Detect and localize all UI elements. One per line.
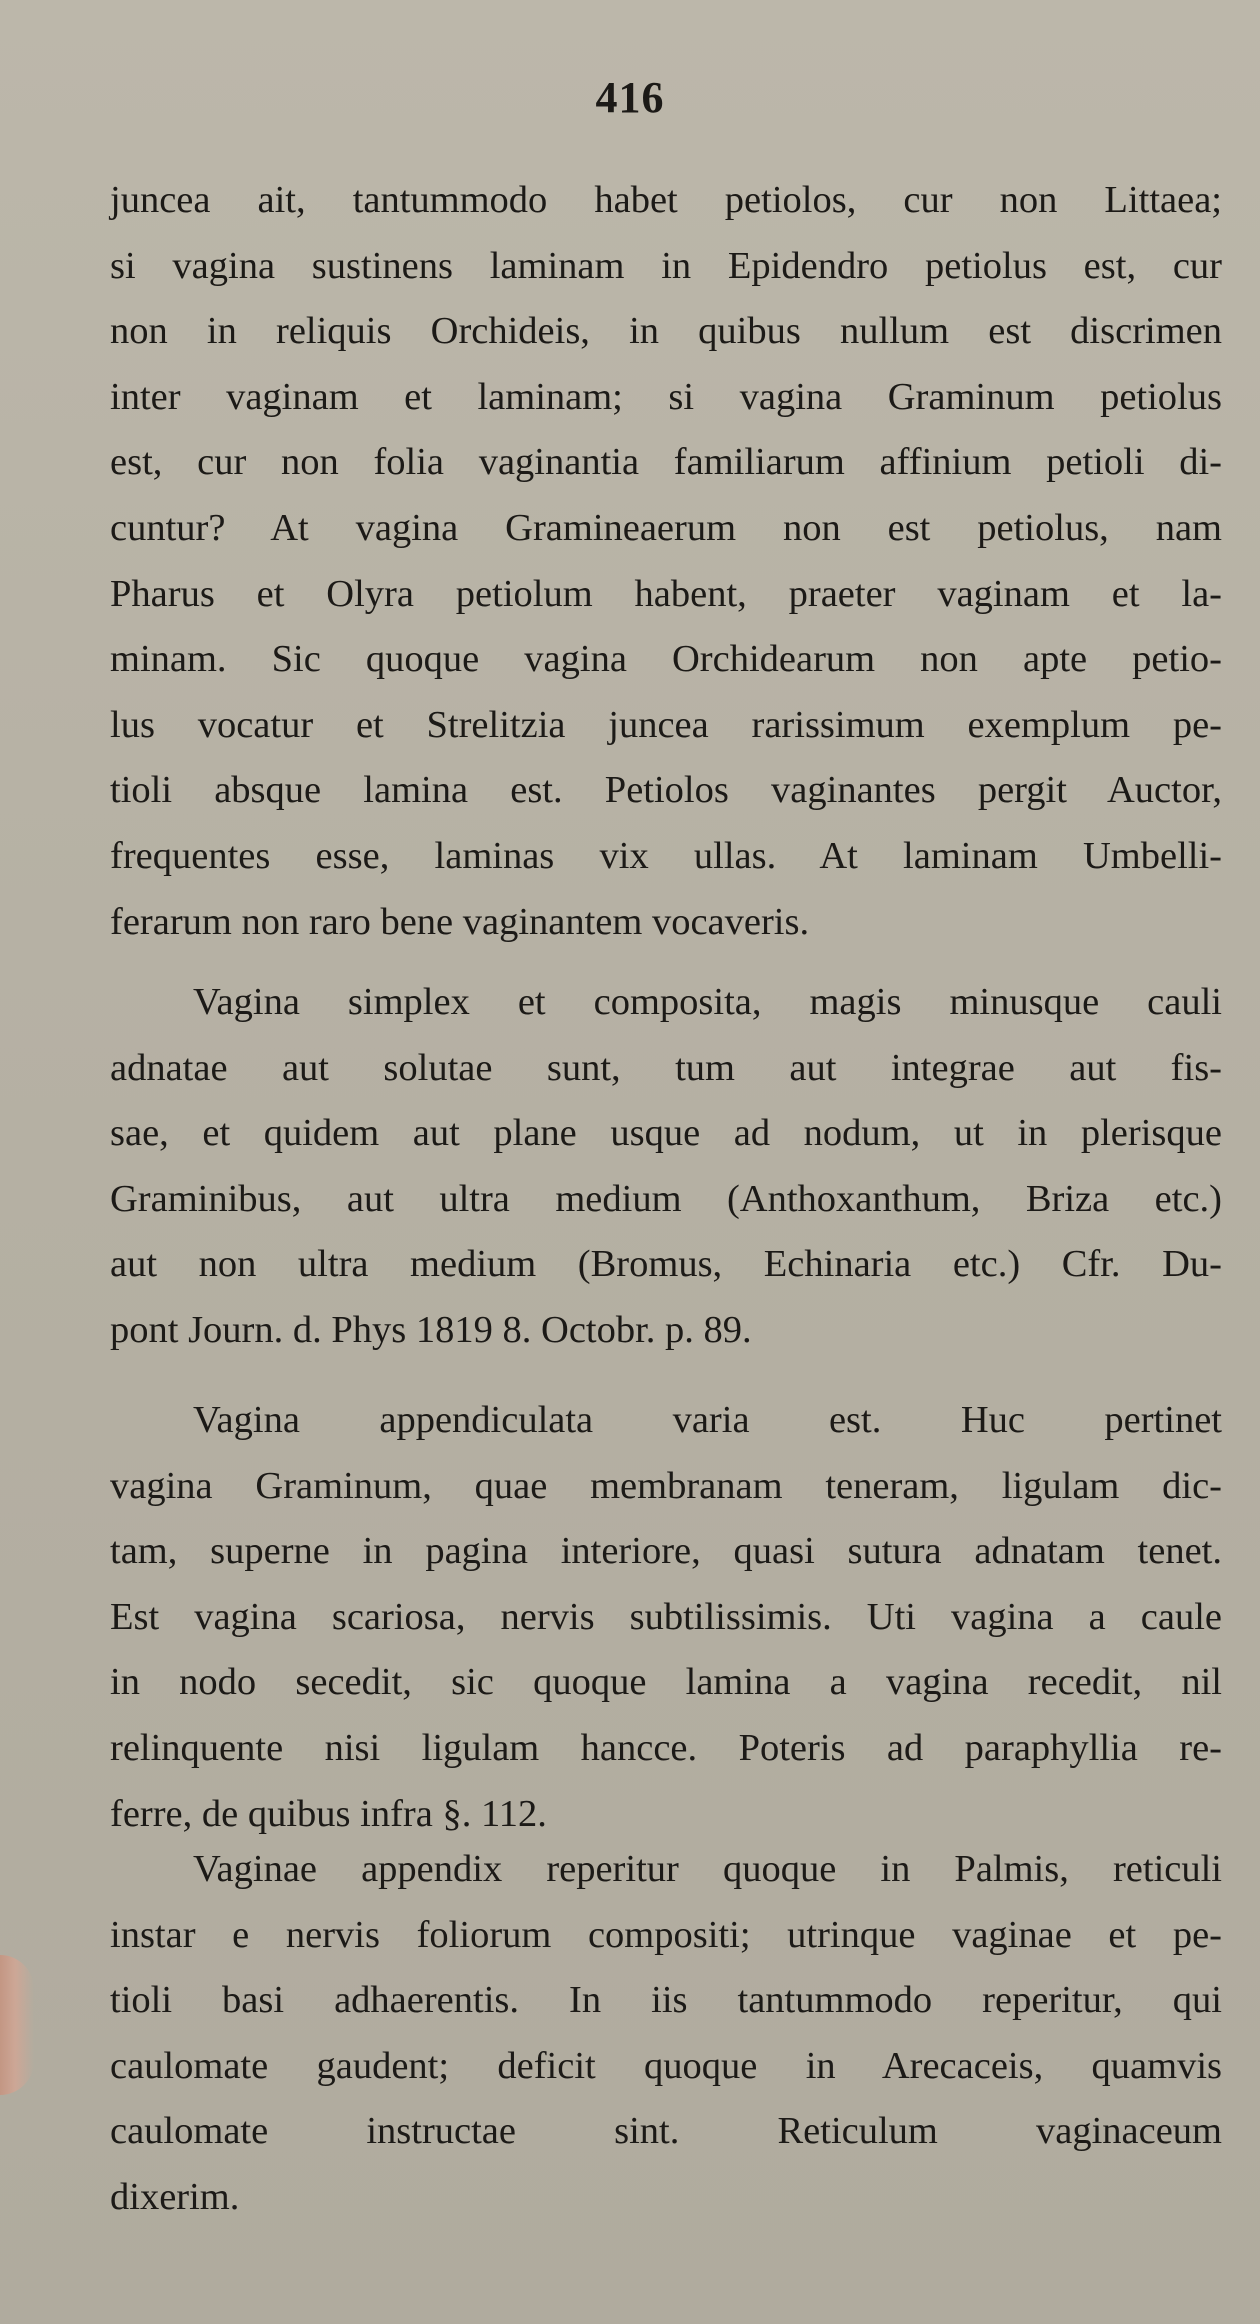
text-line: inter vaginam et laminam; si vagina Graminum petiolus [110, 375, 1222, 418]
text-line: lus vocatur et Strelitzia juncea rarissimum exemplum pe- [110, 703, 1222, 746]
text-line: Vaginae appendix reperitur quoque in Palmis, reticuli [193, 1848, 1222, 1890]
text-line: ferre, de quibus infra §. 112. [110, 1792, 547, 1835]
paragraph-4 [110, 1837, 1222, 2231]
text-line: pont Journ. d. Phys 1819 8. Octobr. p. 89. [110, 1308, 752, 1351]
text-line: ferarum non raro bene vaginantem vocaveris. [110, 900, 810, 943]
text-line: caulomate instructae sint. Reticulum vaginaceum [110, 2110, 1222, 2153]
paragraph-3 [110, 1388, 1222, 1847]
text-line: Pharus et Olyra petiolum habent, praeter vaginam et la- [110, 572, 1222, 615]
text-line: Vagina simplex et composita, magis minusque cauli [193, 981, 1222, 1023]
page-edge-stain [0, 1955, 34, 2095]
text-line: non in reliquis Orchideis, in quibus nullum est discrimen [110, 310, 1222, 353]
text-line: frequentes esse, laminas vix ullas. At laminam Umbelli- [110, 834, 1222, 877]
text-line: juncea ait, tantummodo habet petiolos, cur non Littaea; [110, 179, 1222, 221]
text-line: Vagina appendiculata varia est. Huc pertinet [193, 1399, 1222, 1441]
text-line: relinquente nisi ligulam hancce. Poteris ad paraphyllia re- [110, 1726, 1222, 1769]
text-line: tam, superne in pagina interiore, quasi sutura adnatam tenet. [110, 1530, 1222, 1573]
text-line: cuntur? At vagina Gramineaerum non est petiolus, nam [110, 506, 1222, 549]
text-line: adnatae aut solutae sunt, tum aut integrae aut fis- [110, 1046, 1222, 1089]
text-line: minam. Sic quoque vagina Orchidearum non apte petio- [110, 638, 1222, 681]
text-line: dixerim. [110, 2175, 240, 2218]
text-line: tioli absque lamina est. Petiolos vaginantes pergit Auctor, [110, 769, 1222, 812]
paragraph-1 [110, 168, 1222, 955]
paragraph-2 [110, 970, 1222, 1364]
text-line: Est vagina scariosa, nervis subtilissimis. Uti vagina a caule [110, 1595, 1222, 1638]
text-line: est, cur non folia vaginantia familiarum affinium petioli di- [110, 441, 1222, 484]
text-line: instar e nervis foliorum compositi; utrinque vaginae et pe- [110, 1913, 1222, 1956]
text-line: Graminibus, aut ultra medium (Anthoxanthum, Briza etc.) [110, 1177, 1222, 1220]
text-line: vagina Graminum, quae membranam teneram, ligulam dic- [110, 1464, 1222, 1507]
page-number: 416 [595, 73, 665, 122]
text-line: in nodo secedit, sic quoque lamina a vagina recedit, nil [110, 1661, 1222, 1704]
text-line: tioli basi adhaerentis. In iis tantummodo reperitur, qui [110, 1979, 1222, 2022]
text-line: si vagina sustinens laminam in Epidendro petiolus est, cur [110, 244, 1222, 287]
text-line: aut non ultra medium (Bromus, Echinaria etc.) Cfr. Du- [110, 1243, 1222, 1286]
text-line: sae, et quidem aut plane usque ad nodum, ut in plerisque [110, 1112, 1222, 1155]
text-line: caulomate gaudent; deficit quoque in Arecaceis, quamvis [110, 2044, 1222, 2087]
